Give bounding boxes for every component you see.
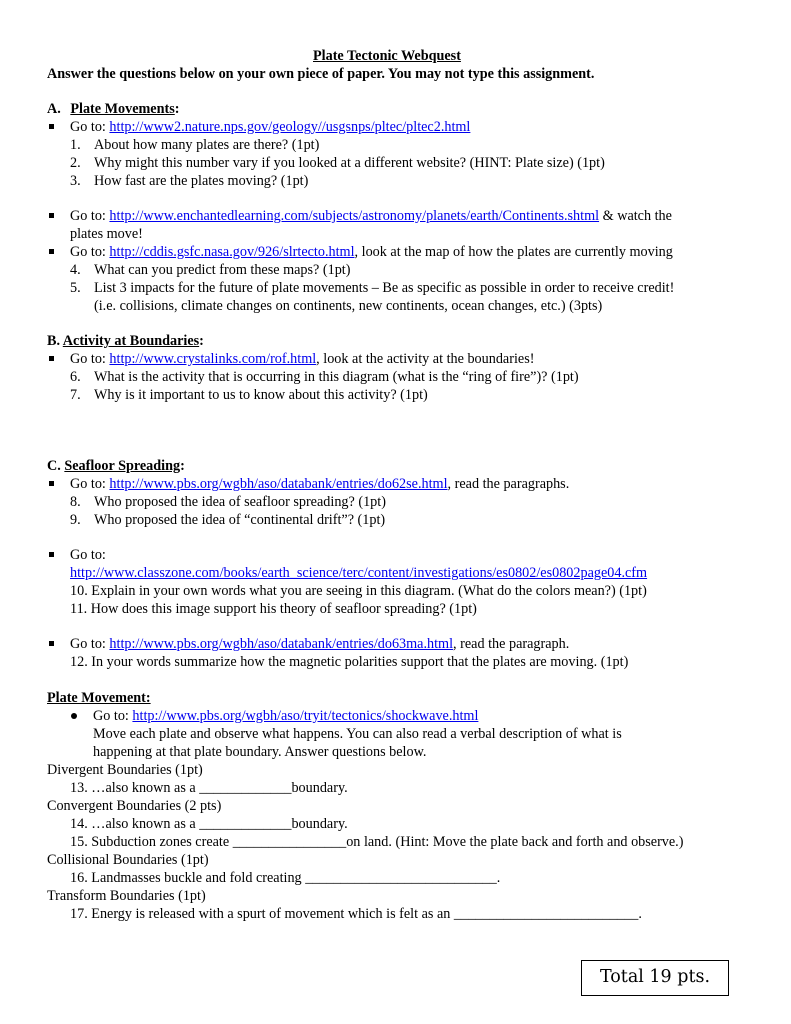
- link-crystalinks[interactable]: http://www.crystalinks.com/rof.html: [109, 351, 317, 367]
- goto-suffix: , read the paragraphs.: [447, 476, 570, 492]
- goto-suffix: , look at the map of how the plates are currently moving: [354, 244, 673, 260]
- q-number: 9.: [70, 512, 81, 528]
- goto-line-d1: [93, 707, 478, 725]
- q-number: 7.: [70, 387, 81, 403]
- section-b-title: Activity at Boundaries: [62, 333, 200, 349]
- question-5: [70, 279, 674, 297]
- q-number: 3.: [70, 173, 81, 189]
- goto-line-b1: [70, 350, 534, 368]
- goto-label: Go to:: [70, 208, 110, 224]
- goto-suffix: & watch the: [599, 208, 672, 224]
- question-5-cont: (i.e. collisions, climate changes on continents, new continents, ocean changes, etc.) (3pts): [94, 298, 603, 314]
- total-points: Total 19 pts.: [599, 967, 711, 987]
- bullet-dot-icon: [71, 713, 77, 719]
- q-number: 1.: [70, 137, 81, 153]
- bullet-icon: [49, 481, 54, 486]
- question-14: 14. …also known as a _____________boundary.: [70, 816, 348, 832]
- bullet-icon: [49, 249, 54, 254]
- q-number: 5.: [70, 280, 81, 296]
- page-title: Plate Tectonic Webquest: [313, 48, 461, 64]
- goto-label: Go to:: [70, 351, 110, 367]
- question-15: 15. Subduction zones create ________________on land. (Hint: Move the plate back and forth and observe.): [70, 834, 684, 850]
- goto-suffix: , look at the activity at the boundaries!: [316, 351, 535, 367]
- question-10: 10. Explain in your own words what you are seeing in this diagram. (What do the colors mean?) (1pt): [70, 583, 647, 599]
- bullet-icon: [49, 213, 54, 218]
- goto-line-c3: [70, 635, 569, 653]
- section-b-heading: [47, 332, 204, 350]
- q-number: 8.: [70, 494, 81, 510]
- convergent-heading: Convergent Boundaries (2 pts): [47, 798, 222, 814]
- goto-line-a2-cont: plates move!: [70, 226, 143, 242]
- q-text: What is the activity that is occurring in this diagram (what is the “ring of fire”)? (1pt): [94, 369, 579, 385]
- question-6: [70, 368, 579, 386]
- goto-label: Go to:: [70, 244, 110, 260]
- section-a-colon: :: [174, 101, 180, 117]
- q-number: 4.: [70, 262, 81, 278]
- description-line-2: happening at that plate boundary. Answer questions below.: [93, 744, 427, 760]
- collisional-heading: Collisional Boundaries (1pt): [47, 852, 209, 868]
- question-7: [70, 386, 428, 404]
- section-c-letter: C.: [47, 458, 65, 474]
- q-text: Who proposed the idea of “continental drift”? (1pt): [94, 512, 386, 528]
- section-b-colon: :: [199, 333, 204, 349]
- link-cddis-nasa[interactable]: http://cddis.gsfc.nasa.gov/926/slrtecto.html: [109, 244, 355, 260]
- q-text: Who proposed the idea of seafloor spreading? (1pt): [94, 494, 386, 510]
- instructions: Answer the questions below on your own piece of paper. You may not type this assignment.: [47, 66, 595, 82]
- link-pbs-shockwave[interactable]: http://www.pbs.org/wgbh/aso/tryit/tectonics/shockwave.html: [132, 708, 479, 724]
- link-nps-pltec[interactable]: http://www2.nature.nps.gov/geology//usgsnps/pltec/pltec2.html: [109, 119, 471, 135]
- q-text: Why might this number vary if you looked at a different website? (HINT: Plate size) (1pt): [94, 155, 605, 171]
- q-number: 2.: [70, 155, 81, 171]
- question-16: 16. Landmasses buckle and fold creating ___________________________.: [70, 870, 501, 886]
- q-text: About how many plates are there? (1pt): [94, 137, 320, 153]
- total-points-box: [581, 960, 729, 996]
- bullet-icon: [49, 356, 54, 361]
- goto-line-c1: [70, 475, 569, 493]
- question-2: [70, 154, 605, 172]
- section-d-heading: Plate Movement:: [47, 690, 151, 706]
- link-classzone[interactable]: http://www.classzone.com/books/earth_science/terc/content/investigations/es0802/es0802page04.cfm: [70, 565, 648, 581]
- q-text: List 3 impacts for the future of plate movements – Be as specific as possible in order to receive credit!: [94, 280, 675, 296]
- link-pbs-do63ma[interactable]: http://www.pbs.org/wgbh/aso/databank/entries/do63ma.html: [109, 636, 454, 652]
- description-line-1: Move each plate and observe what happens. You can also read a verbal description of what is: [93, 726, 622, 742]
- bullet-icon: [49, 124, 54, 129]
- question-4: [70, 261, 350, 279]
- question-13: 13. …also known as a _____________boundary.: [70, 780, 348, 796]
- goto-line-a1: [70, 118, 470, 136]
- section-c-colon: :: [180, 458, 185, 474]
- section-b-letter: B.: [47, 333, 63, 349]
- goto-label: Go to:: [93, 708, 133, 724]
- q-number: 6.: [70, 369, 81, 385]
- section-c-title: Seafloor Spreading: [64, 458, 181, 474]
- section-a-title: Plate Movements: [70, 101, 175, 117]
- section-a-heading: [47, 100, 179, 118]
- question-1: [70, 136, 319, 154]
- q-text: How fast are the plates moving? (1pt): [94, 173, 309, 189]
- goto-line-a3: [70, 243, 673, 261]
- question-11: 11. How does this image support his theory of seafloor spreading? (1pt): [70, 601, 477, 617]
- bullet-icon: [49, 552, 54, 557]
- transform-heading: Transform Boundaries (1pt): [47, 888, 206, 904]
- question-9: [70, 511, 385, 529]
- section-c-heading: [47, 457, 185, 475]
- bullet-icon: [49, 641, 54, 646]
- q-text: Why is it important to us to know about this activity? (1pt): [94, 387, 428, 403]
- question-12: 12. In your words summarize how the magnetic polarities support that the plates are moving. (1pt): [70, 654, 629, 670]
- goto-line-a2: [70, 207, 672, 225]
- q-text: What can you predict from these maps? (1pt): [94, 262, 351, 278]
- link-enchantedlearning[interactable]: http://www.enchantedlearning.com/subjects/astronomy/planets/earth/Continents.shtml: [109, 208, 600, 224]
- goto-label-c2: Go to:: [70, 547, 106, 563]
- divergent-heading: Divergent Boundaries (1pt): [47, 762, 203, 778]
- goto-label: Go to:: [70, 636, 110, 652]
- goto-label: Go to:: [70, 119, 110, 135]
- section-a-letter: A.: [47, 101, 61, 117]
- question-3: [70, 172, 308, 190]
- goto-label: Go to:: [70, 476, 110, 492]
- link-pbs-do62se[interactable]: http://www.pbs.org/wgbh/aso/databank/entries/do62se.html: [109, 476, 448, 492]
- question-8: [70, 493, 386, 511]
- question-17: 17. Energy is released with a spurt of movement which is felt as an __________________________.: [70, 906, 642, 922]
- goto-suffix: , read the paragraph.: [453, 636, 570, 652]
